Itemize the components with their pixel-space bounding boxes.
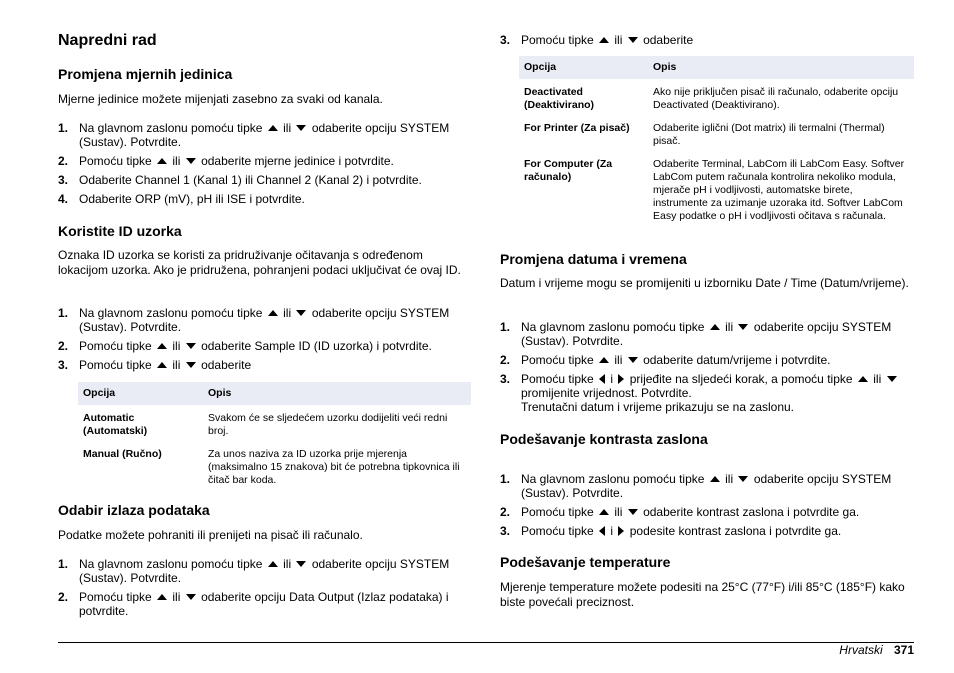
down-arrow-icon (296, 561, 306, 567)
list-item: 3. Pomoću tipke ili odaberite (500, 33, 694, 47)
left-arrow-icon (599, 374, 605, 384)
table-row: For Computer (Za računalo) Odaberite Terminal, LabCom ili LabCom Easy. Softver LabCom putem računala kontrolira nekoliko modula, mjerače pH i vodljivosti, automatske birete, instrumente za uzimanje uzoraka itd. Softver LabCom Easy podatke o pH i vodljivosti očitava s računala. (524, 158, 905, 222)
down-arrow-icon (186, 158, 196, 164)
up-arrow-icon (710, 476, 720, 482)
table-header: Opis (648, 56, 914, 79)
temperature-intro: Mjerenje temperature možete podesiti na 25°C (77°F) i/ili 85°C (185°F) kako biste povećali preciznost. (500, 580, 905, 609)
left-arrow-icon (599, 526, 605, 536)
up-arrow-icon (268, 125, 278, 131)
sample-id-steps (58, 306, 471, 372)
table-row: For Printer (Za pisač) Odaberite iglični (Dot matrix) ili termalni (Thermal) pisač. (524, 122, 885, 147)
up-arrow-icon (157, 158, 167, 164)
table-header: Opcija (519, 56, 648, 79)
down-arrow-icon (186, 594, 196, 600)
contrast-steps (500, 472, 914, 538)
page-number: 371 (893, 643, 914, 657)
footer-language: Hrvatski (839, 643, 883, 657)
list-item: 2. Pomoću tipke ili odaberite Sample ID (ID uzorka) i potvrdite. (58, 339, 432, 353)
up-arrow-icon (858, 376, 868, 382)
up-arrow-icon (157, 362, 167, 368)
down-arrow-icon (628, 37, 638, 43)
table-header: Opis (203, 382, 471, 405)
section-heading-sample-id: Koristite ID uzorka (58, 223, 182, 239)
up-arrow-icon (710, 324, 720, 330)
up-arrow-icon (268, 310, 278, 316)
date-time-intro: Datum i vrijeme mogu se promijeniti u izborniku Date / Time (Datum/vrijeme). (500, 276, 909, 290)
table-row: Automatic (Automatski) Svakom će se sljedećem uzorku dodijeliti veći redni broj. (83, 412, 448, 437)
list-item: 1. Na glavnom zaslonu pomoću tipke ili odaberite opciju SYSTEM (Sustav). Potvrdite. (500, 320, 892, 348)
page-footer (839, 643, 914, 657)
section-heading-contrast: Podešavanje kontrasta zaslona (500, 431, 708, 447)
list-item: 3. Pomoću tipke i prijeđite na sljedeći korak, a pomoću tipke ili promijenite vrijednost. Potvrdite. Trenutačni datum i vrijeme prikazuju se na zaslonu. (500, 372, 914, 414)
list-item: 2. Pomoću tipke ili odaberite datum/vrijeme i potvrdite. (500, 353, 831, 367)
list-item: 1. Na glavnom zaslonu pomoću tipke ili odaberite opciju SYSTEM (Sustav). Potvrdite. (58, 557, 450, 585)
up-arrow-icon (599, 357, 609, 363)
list-item: 1. Na glavnom zaslonu pomoću tipke ili odaberite opciju SYSTEM (Sustav). Potvrdite. (500, 472, 892, 500)
section-heading-date-time: Promjena datuma i vremena (500, 251, 687, 267)
right-arrow-icon (618, 526, 624, 536)
down-arrow-icon (186, 343, 196, 349)
data-output-intro: Podatke možete pohraniti ili prenijeti na pisač ili računalo. (58, 528, 363, 542)
list-item: 1. Na glavnom zaslonu pomoću tipke ili odaberite opciju SYSTEM (Sustav). Potvrdite. (58, 306, 450, 334)
section-heading-data-output: Odabir izlaza podataka (58, 502, 210, 518)
data-output-options-table (519, 56, 914, 226)
date-time-steps (500, 320, 914, 414)
up-arrow-icon (599, 37, 609, 43)
list-item: 2. Pomoću tipke ili odaberite opciju Data Output (Izlaz podataka) i potvrdite. (58, 590, 449, 618)
table-header-row (78, 382, 471, 405)
list-item: 2. Pomoću tipke ili odaberite kontrast zaslona i potvrdite ga. (500, 505, 860, 519)
sample-id-options-table (78, 382, 471, 490)
table-header-row (519, 56, 914, 79)
list-item: 4. Odaberite ORP (mV), pH ili ISE i potvrdite. (58, 192, 305, 206)
list-item: 3. Pomoću tipke ili odaberite (58, 358, 252, 372)
up-arrow-icon (157, 343, 167, 349)
down-arrow-icon (738, 476, 748, 482)
down-arrow-icon (296, 125, 306, 131)
section-heading-temperature: Podešavanje temperature (500, 554, 671, 570)
step-note: Trenutačni datum i vrijeme prikazuju se na zaslonu. (521, 400, 795, 414)
section-heading-units: Promjena mjernih jedinica (58, 66, 233, 82)
list-item: 3. Odaberite Channel 1 (Kanal 1) ili Channel 2 (Kanal 2) i potvrdite. (58, 173, 422, 187)
up-arrow-icon (157, 594, 167, 600)
data-output-steps-continued (500, 33, 914, 47)
footer-divider (58, 642, 914, 643)
data-output-steps (58, 557, 471, 618)
units-intro: Mjerne jedinice možete mijenjati zasebno za svaki od kanala. (58, 92, 383, 106)
down-arrow-icon (628, 357, 638, 363)
down-arrow-icon (738, 324, 748, 330)
down-arrow-icon (186, 362, 196, 368)
list-item: 3. Pomoću tipke i podesite kontrast zaslona i potvrdite ga. (500, 524, 842, 538)
down-arrow-icon (887, 376, 897, 382)
table-row: Deactivated (Deaktivirano) Ako nije priključen pisač ili računalo, odaberite opciju Deactivated (Deaktivirano). (524, 86, 899, 111)
down-arrow-icon (296, 310, 306, 316)
list-item: 2. Pomoću tipke ili odaberite mjerne jedinice i potvrdite. (58, 154, 394, 168)
list-item: 1. Na glavnom zaslonu pomoću tipke ili odaberite opciju SYSTEM (Sustav). Potvrdite. (58, 121, 450, 149)
down-arrow-icon (628, 509, 638, 515)
units-steps (58, 121, 471, 206)
page-title: Napredni rad (58, 32, 157, 49)
right-arrow-icon (618, 374, 624, 384)
table-header: Opcija (78, 382, 203, 405)
up-arrow-icon (268, 561, 278, 567)
up-arrow-icon (599, 509, 609, 515)
sample-id-intro: Oznaka ID uzorka se koristi za pridruživanje očitavanja s određenom lokacijom uzorka. Ako je pridružena, pohranjeni podaci uključivat će ovaj ID. (58, 248, 461, 277)
table-row: Manual (Ručno) Za unos naziva za ID uzorka prije mjerenja (maksimalno 15 znakova) bit će potrebna tipkovnica ili čitač bar koda. (83, 448, 460, 486)
